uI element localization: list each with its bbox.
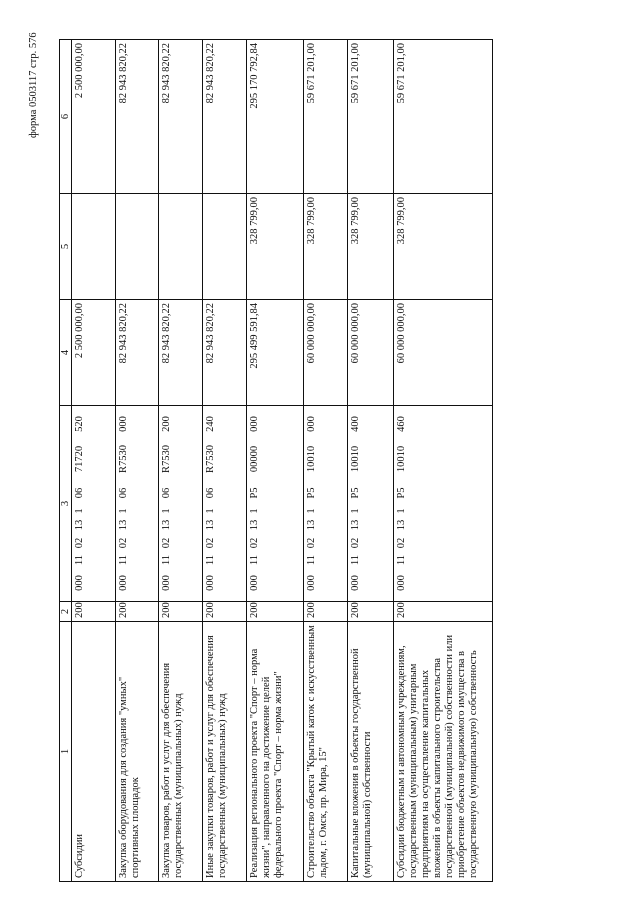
approved-amount: 82 943 820,22: [116, 300, 159, 406]
remaining-amount: 59 671 201,00: [394, 40, 493, 194]
code-segment: R7530: [205, 445, 216, 474]
line-code: 200: [159, 602, 203, 622]
row-name: Иные закупки товаров, работ и услуг для обеспечения государственных (муниципальных) нужд: [203, 622, 247, 882]
column-number: 6: [60, 40, 72, 194]
code-segment: 240: [205, 416, 216, 432]
table-row: [394, 40, 493, 882]
code-segment: 11: [161, 554, 172, 566]
code-segment: 1: [205, 508, 216, 514]
approved-amount: 2 500 000,00: [72, 300, 116, 406]
code-segment: 02: [118, 537, 129, 549]
column-number-row: [60, 40, 72, 882]
code-segment: 1: [350, 508, 361, 514]
code-segment: 000: [249, 575, 260, 591]
code-segment: 11: [74, 554, 85, 566]
row-name: Реализация регионального проекта "Спорт – норма жизни", направленного на достижение целей федерального проекта "Спорт – норма жизни": [247, 622, 304, 882]
code-segment: 000: [396, 575, 407, 591]
code-segment: R7530: [161, 445, 172, 474]
code-segment: P5: [306, 487, 317, 499]
row-name: Закупка товаров, работ и услуг для обеспечения государственных (муниципальных) нужд: [159, 622, 203, 882]
row-name: Строительство объекта "Крытый каток с искусственным льдом, г. Омск, пр. Мира, 15": [304, 622, 348, 882]
code-segment: 06: [205, 487, 216, 499]
executed-amount: [72, 194, 116, 300]
code-segment: 06: [161, 487, 172, 499]
code-segment: 000: [205, 575, 216, 591]
line-code: 200: [203, 602, 247, 622]
code-segment: 000: [118, 416, 129, 432]
approved-amount: 60 000 000,00: [394, 300, 493, 406]
code-segment: 02: [350, 537, 361, 549]
code-segment: 11: [118, 554, 129, 566]
line-code: 200: [394, 602, 493, 622]
code-segment: 02: [161, 537, 172, 549]
approved-amount: 295 499 591,84: [247, 300, 304, 406]
remaining-amount: 82 943 820,22: [203, 40, 247, 194]
remaining-amount: 82 943 820,22: [116, 40, 159, 194]
executed-amount: [159, 194, 203, 300]
line-code: 200: [348, 602, 394, 622]
budget-classification-code: [116, 406, 159, 602]
code-segment: 1: [249, 508, 260, 514]
code-segment: 13: [249, 519, 260, 531]
table-row: [159, 40, 203, 882]
code-segment: 11: [396, 554, 407, 566]
code-segment: 000: [306, 575, 317, 591]
code-segment: 10010: [350, 445, 361, 473]
code-segment: 13: [205, 519, 216, 531]
budget-classification-code: [72, 406, 116, 602]
row-name: Закупка оборудования для создания "умных" спортивных площадок: [116, 622, 159, 882]
table-row: [203, 40, 247, 882]
code-segment: R7530: [118, 445, 129, 474]
executed-amount: 328 799,00: [348, 194, 394, 300]
code-segment: 200: [161, 416, 172, 432]
budget-classification-code: [394, 406, 493, 602]
budget-classification-code: [247, 406, 304, 602]
code-segment: 13: [74, 519, 85, 531]
code-segment: 400: [350, 416, 361, 432]
code-segment: 10010: [306, 445, 317, 473]
executed-amount: [203, 194, 247, 300]
code-segment: 13: [350, 519, 361, 531]
code-segment: 1: [118, 508, 129, 514]
code-segment: 02: [396, 537, 407, 549]
code-segment: 1: [306, 508, 317, 514]
remaining-amount: 2 500 000,00: [72, 40, 116, 194]
approved-amount: 60 000 000,00: [304, 300, 348, 406]
code-segment: 02: [306, 537, 317, 549]
code-segment: 00000: [249, 445, 260, 473]
code-segment: 000: [249, 416, 260, 432]
line-code: 200: [116, 602, 159, 622]
column-number: 5: [60, 194, 72, 300]
form-reference: форма 0503117 стр. 576: [28, 32, 39, 138]
budget-classification-code: [203, 406, 247, 602]
column-number: 2: [60, 602, 72, 622]
code-segment: 11: [249, 554, 260, 566]
executed-amount: 328 799,00: [247, 194, 304, 300]
code-segment: 02: [249, 537, 260, 549]
row-name: Субсидии: [72, 622, 116, 882]
table-row: [72, 40, 116, 882]
code-segment: 000: [118, 575, 129, 591]
code-segment: 1: [161, 508, 172, 514]
remaining-amount: 59 671 201,00: [348, 40, 394, 194]
code-segment: 13: [161, 519, 172, 531]
line-code: 200: [304, 602, 348, 622]
table-row: [116, 40, 159, 882]
code-segment: 13: [396, 519, 407, 531]
budget-classification-code: [159, 406, 203, 602]
remaining-amount: 59 671 201,00: [304, 40, 348, 194]
code-segment: 11: [350, 554, 361, 566]
table-row: [348, 40, 394, 882]
code-segment: 71720: [74, 445, 85, 473]
code-segment: 13: [118, 519, 129, 531]
code-segment: 1: [396, 508, 407, 514]
code-segment: 11: [306, 554, 317, 566]
code-segment: 02: [205, 537, 216, 549]
column-number: 4: [60, 300, 72, 406]
executed-amount: 328 799,00: [394, 194, 493, 300]
budget-classification-code: [304, 406, 348, 602]
executed-amount: [116, 194, 159, 300]
row-name: Капитальные вложения в объекты государственной (муниципальной) собственности: [348, 622, 394, 882]
rotated-page: [59, 40, 480, 882]
approved-amount: 82 943 820,22: [159, 300, 203, 406]
code-segment: 520: [74, 416, 85, 432]
line-code: 200: [72, 602, 116, 622]
table-row: [247, 40, 304, 882]
line-code: 200: [247, 602, 304, 622]
row-name: Субсидии бюджетным и автономным учреждениям, государственным (муниципальным) унитарным предприятиям на осуществление капитальных вложений в объекты капитального строительства государственной (муниципальной) собственности или приобретение объектов недвижимого имущества в государственную (муниципальную) собственность: [394, 622, 493, 882]
budget-classification-code: [348, 406, 394, 602]
code-segment: 000: [350, 575, 361, 591]
code-segment: 06: [118, 487, 129, 499]
code-segment: P5: [396, 487, 407, 499]
code-segment: P5: [350, 487, 361, 499]
code-segment: P5: [249, 487, 260, 499]
code-segment: 02: [74, 537, 85, 549]
code-segment: 11: [205, 554, 216, 566]
code-segment: 000: [161, 575, 172, 591]
code-segment: 000: [306, 416, 317, 432]
code-segment: 1: [74, 508, 85, 514]
table-row: [304, 40, 348, 882]
executed-amount: 328 799,00: [304, 194, 348, 300]
code-segment: 13: [306, 519, 317, 531]
column-number: 1: [60, 622, 72, 882]
remaining-amount: 295 170 792,84: [247, 40, 304, 194]
code-segment: 460: [396, 416, 407, 432]
code-segment: 06: [74, 487, 85, 499]
budget-execution-table: [59, 39, 493, 882]
approved-amount: 82 943 820,22: [203, 300, 247, 406]
remaining-amount: 82 943 820,22: [159, 40, 203, 194]
column-number: 3: [60, 406, 72, 602]
code-segment: 10010: [396, 445, 407, 473]
approved-amount: 60 000 000,00: [348, 300, 394, 406]
code-segment: 000: [74, 575, 85, 591]
